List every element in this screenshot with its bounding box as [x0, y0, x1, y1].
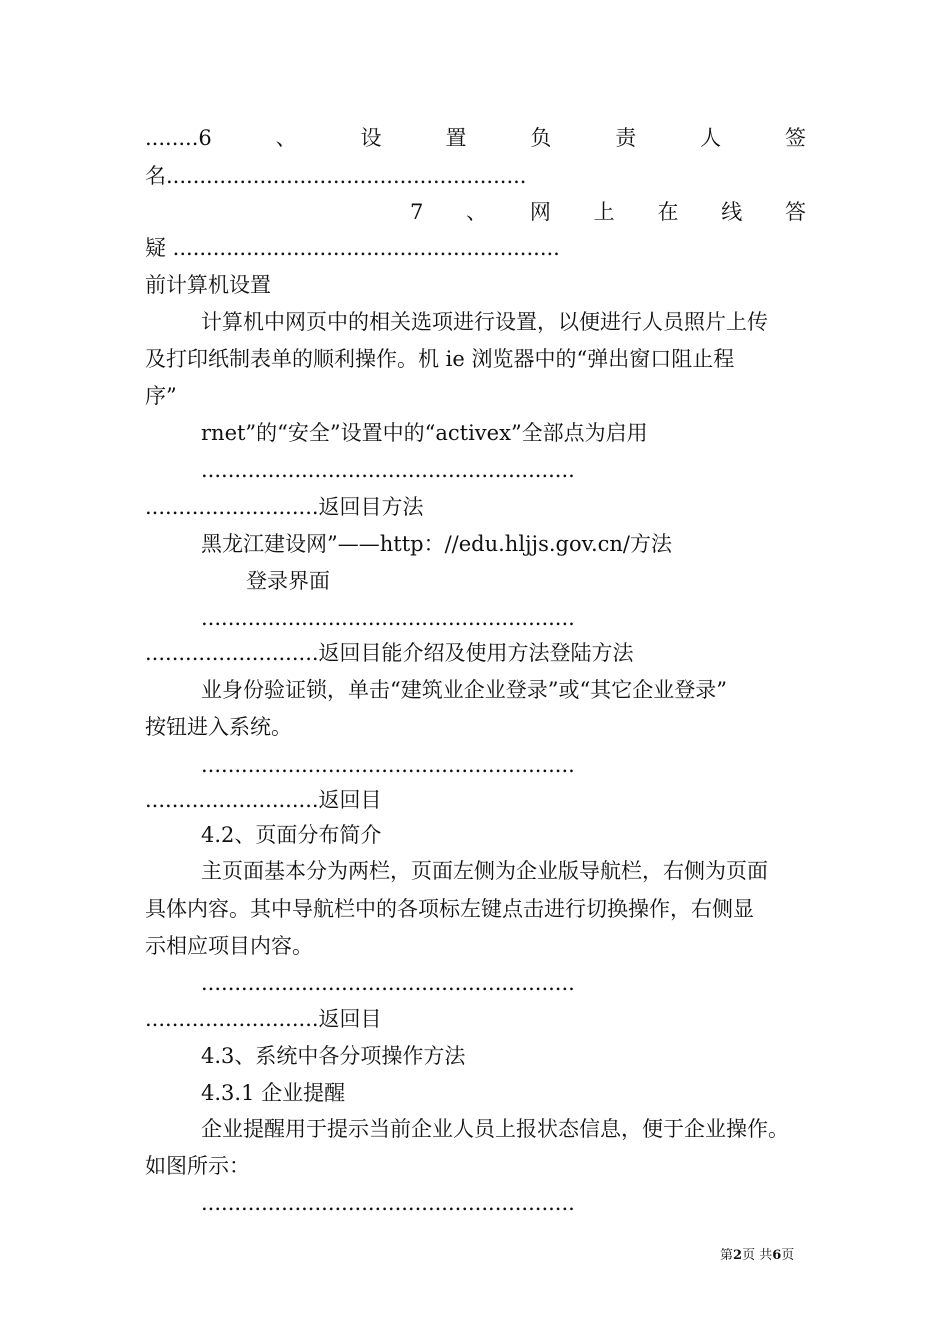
paragraph-line: 主页面基本分为两栏，页面左侧为企业版导航栏，右侧为页面	[201, 859, 768, 883]
paragraph-line: rnet”的“安全”设置中的“activex”全部点为启用	[201, 421, 648, 445]
toc-item-7-part: 上	[593, 200, 615, 224]
toc-item-7-continued: 疑 ..........................................................	[145, 236, 560, 260]
paragraph-line: 示相应项目内容。	[145, 934, 313, 958]
paragraph-line: 计算机中网页中的相关选项进行设置，以便进行人员照片上传	[201, 310, 768, 334]
toc-item-7-part: 7	[410, 200, 424, 224]
toc-item-7-part: 网	[529, 200, 551, 224]
toc-item-6-part: 人	[700, 126, 722, 150]
subsection-heading: 4.3.1 企业提醒	[201, 1081, 346, 1105]
paragraph-line: 业身份验证锁，单击“建筑业企业登录”或“其它企业登录”	[201, 678, 727, 702]
current-page-number: 2	[733, 1248, 743, 1263]
paragraph-line: 企业提醒用于提示当前企业人员上报状态信息，便于企业操作。	[201, 1117, 789, 1141]
toc-item-7-part: 线	[721, 200, 743, 224]
paragraph-line: 登录界面	[246, 569, 330, 593]
dotted-leader: ........................................................	[201, 753, 575, 777]
section-heading: 4.2、页面分布简介	[201, 823, 382, 847]
footer-prefix: 第	[720, 1248, 734, 1263]
toc-item-6-part: ........6	[145, 126, 212, 150]
paragraph-line: 黑龙江建设网”——http：//edu.hljjs.gov.cn/方法	[201, 532, 673, 556]
toc-item-6	[145, 124, 806, 152]
toc-item-7-part: 、	[466, 200, 488, 224]
section-heading: 4.3、系统中各分项操作方法	[201, 1044, 466, 1068]
section-heading: 前计算机设置	[145, 273, 271, 297]
paragraph-line: 如图所示：	[145, 1154, 250, 1178]
paragraph-line: 按钮进入系统。	[145, 715, 292, 739]
return-link-line: ..........................返回目方法	[145, 495, 424, 519]
dotted-leader: ........................................................	[201, 1191, 575, 1215]
toc-item-6-part: 置	[445, 126, 467, 150]
paragraph-line: 及打印纸制表单的顺利操作。机 ie 浏览器中的“弹出窗口阻止程	[145, 347, 735, 371]
toc-item-7	[410, 198, 806, 226]
dotted-leader: ........................................................	[201, 971, 575, 995]
toc-item-6-continued: 名......................................................	[145, 164, 527, 188]
page-footer	[720, 1247, 794, 1265]
toc-item-6-part: 责	[615, 126, 637, 150]
toc-item-7-part: 在	[657, 200, 679, 224]
dotted-leader: ........................................................	[201, 606, 575, 630]
toc-item-6-part: 签	[785, 126, 806, 150]
total-page-count: 6	[772, 1248, 782, 1263]
toc-item-6-part: 负	[530, 126, 552, 150]
paragraph-line: 序”	[145, 384, 177, 408]
footer-suffix: 页	[781, 1248, 795, 1263]
return-link-line: ..........................返回目能介绍及使用方法登陆方法	[145, 641, 634, 665]
return-link-line: ..........................返回目	[145, 1007, 382, 1031]
dotted-leader: ........................................................	[201, 458, 575, 482]
toc-item-6-part: 设	[360, 126, 382, 150]
toc-item-6-part: 、	[275, 126, 297, 150]
toc-item-7-part: 答	[784, 200, 806, 224]
footer-mid: 页 共	[742, 1248, 773, 1263]
return-link-line: ..........................返回目	[145, 788, 382, 812]
paragraph-line: 具体内容。其中导航栏中的各项标左键点击进行切换操作，右侧显	[145, 897, 754, 921]
